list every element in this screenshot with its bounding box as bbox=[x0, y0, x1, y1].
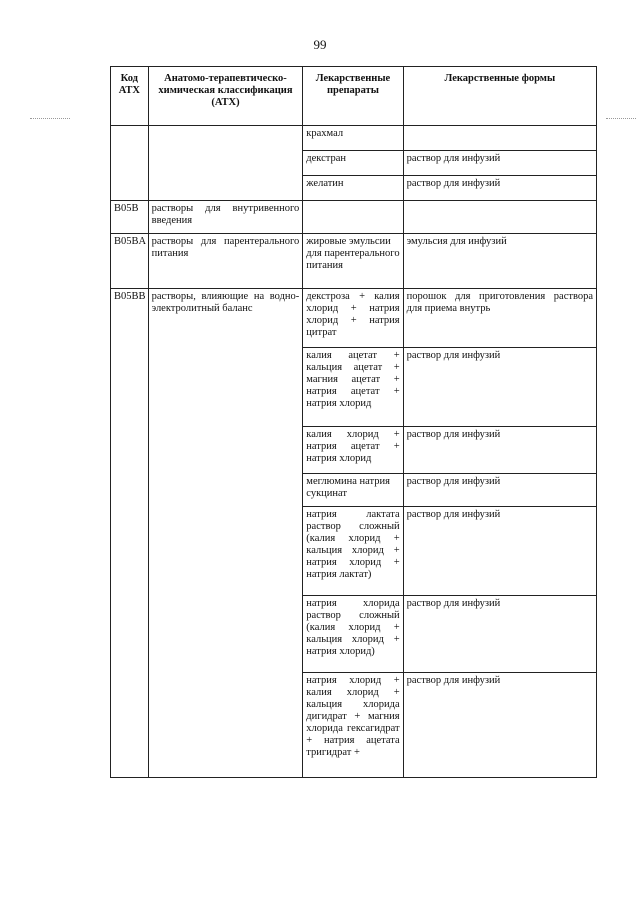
cell-classification bbox=[148, 126, 303, 201]
cell-form bbox=[403, 126, 596, 151]
cell-drug: калия хлорид + натрия ацетат + натрия хлорид bbox=[303, 427, 403, 474]
cell-form: раствор для инфузий bbox=[403, 673, 596, 778]
cell-code: B05BA bbox=[111, 234, 149, 289]
cell-form: порошок для приготовления раствора для приема внутрь bbox=[403, 289, 596, 348]
cell-classification: растворы для внутривенного введения bbox=[148, 201, 303, 234]
table-row bbox=[111, 126, 597, 151]
header-code: Код АТХ bbox=[111, 67, 149, 126]
cell-drug: калия ацетат + кальция ацетат + магния ацетат + натрия ацетат + натрия хлорид bbox=[303, 348, 403, 427]
cell-drug: натрия хлорид + калия хлорид + кальция хлорида дигидрат + магния хлорида гексагидрат + натрия ацетата тригидрат + bbox=[303, 673, 403, 778]
cell-form: раствор для инфузий bbox=[403, 348, 596, 427]
cell-code: B05B bbox=[111, 201, 149, 234]
table-row bbox=[111, 289, 597, 348]
scan-artifact-right bbox=[606, 118, 636, 120]
cell-form: раствор для инфузий bbox=[403, 507, 596, 596]
cell-drug: меглюмина натрия сукцинат bbox=[303, 474, 403, 507]
scan-artifact-left bbox=[30, 118, 70, 120]
cell-drug: натрия хлорида раствор сложный (калия хлорид + кальция хлорид + натрия хлорид) bbox=[303, 596, 403, 673]
header-drugs: Лекарственные препараты bbox=[303, 67, 403, 126]
cell-drug: декстроза + калия хлорид + натрия хлорид + натрия цитрат bbox=[303, 289, 403, 348]
cell-classification: растворы для парентерального питания bbox=[148, 234, 303, 289]
page-number: 99 bbox=[313, 37, 327, 52]
cell-drug: желатин bbox=[303, 176, 403, 201]
cell-code bbox=[111, 126, 149, 201]
cell-form: раствор для инфузий bbox=[403, 151, 596, 176]
cell-form: эмульсия для инфузий bbox=[403, 234, 596, 289]
cell-form: раствор для инфузий bbox=[403, 596, 596, 673]
cell-form: раствор для инфузий bbox=[403, 474, 596, 507]
header-classification: Анатомо-терапевтическо-химическая классификация (АТХ) bbox=[148, 67, 303, 126]
cell-drug: декстран bbox=[303, 151, 403, 176]
table-row bbox=[111, 201, 597, 234]
cell-drug: жировые эмульсии для парентерального питания bbox=[303, 234, 403, 289]
cell-code: B05BB bbox=[111, 289, 149, 778]
cell-form: раствор для инфузий bbox=[403, 427, 596, 474]
cell-drug: натрия лактата раствор сложный (калия хлорид + кальция хлорид + натрия хлорид + натрия лактат) bbox=[303, 507, 403, 596]
cell-form: раствор для инфузий bbox=[403, 176, 596, 201]
cell-classification: растворы, влияющие на водно-электролитный баланс bbox=[148, 289, 303, 778]
cell-form bbox=[403, 201, 596, 234]
cell-drug bbox=[303, 201, 403, 234]
table-row bbox=[111, 234, 597, 289]
header-forms: Лекарственные формы bbox=[403, 67, 596, 126]
atx-table bbox=[110, 66, 597, 778]
table-header-row bbox=[111, 67, 597, 126]
cell-drug: крахмал bbox=[303, 126, 403, 151]
